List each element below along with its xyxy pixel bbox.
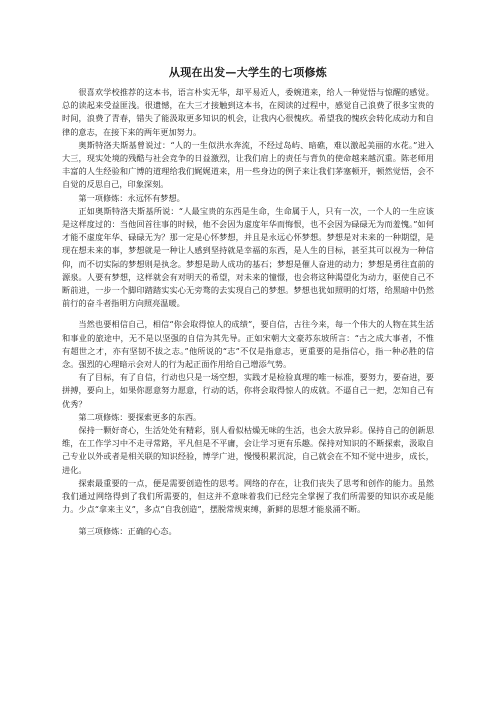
paragraph-action: 有了目标，有了自信，行动也只是一场空想，实践才是检验真理的唯一标准，要努力，要奋进，要拼搏，要向上，如果你愿意努力愿意，行动的话，你将会取得惊人的成就。不逼自己一把，怎知自己有优秀？: [62, 372, 434, 409]
paragraph-creative-thinking: 探索最重要的一点，便是需要创造性的思考。网络的存在，让我们丧失了思考和创作的能力。虽然我们通过网络得到了我们所需要的，但这并不意味着我们已经完全掌握了我们所需要的知识亦或是能力。少点“拿来主义”，多点“自我创造”，摆脱常规束缚，新鲜的思想才能泉涌不断。: [62, 477, 434, 515]
paragraph-intro: 很喜欢学校推荐的这本书，语言朴实无华，却平易近人，委婉道来，给人一种觉悟与惊醒的感觉。总的读起来受益匪浅。很遗憾，在大三才接触到这本书，在阅读的过程中，感觉自己浪费了很多宝贵的时间，浪费了青春，错失了能汲取更多知识的机会，让我内心很愧疚。希望我的愧疚会转化成动力和自律的意志，在接下来的两年更加努力。: [62, 87, 434, 137]
section-heading-3: 第三项修炼：正确的心态。: [78, 525, 177, 536]
paragraph-gap: [62, 517, 434, 525]
paragraph-dream: 正如奥斯特洛夫斯基所说：“人最宝贵的东西是生命，生命属于人，只有一次，一个人的一生应该是这样度过的：当他回首往事的时候，他不会因为虚度年华而悔恨，也不会因为碌碌无为而羞愧。”如何才能不虚度年华、碌碌无为？那一定是心怀梦想，并且是永远心怀梦想。梦想是对未来的一种期望，是现在想未来的事，梦想就是一种让人感到坚持就是幸福的东西，是人生的目标，甚至其可以视为一种信仰，而不切实际的梦想则是执念。梦想是助人成功的基石；梦想是催人奋进的动力；梦想是勇往直前的源泉。人要有梦想，这样就会有对明天的希望，对未来的憧憬，也会将这种渴望化为动力，驱使自己不断前进，一步一个脚印踏踏实实心无旁骛的去实现自己的梦想。梦想也犹如照明的灯塔，给黑暗中仍然前行的奋斗者指明方向照亮温暖。: [62, 205, 434, 309]
paragraph-confidence: 当然也要相信自己，相信“你会取得惊人的成绩”，要自信，古往今来，每一个伟大的人物在其生活和事业的旅途中，无不是以坚强的自信为其先导。正如宋朝大文豪苏东坡所言：“古之成大事者，不惟有超世之才，亦有坚韧不拔之志。”他所说的“志”不仅是指意志，更重要的是指信心，指一种必胜的信念。强烈的心理暗示会对人的行为起正面作用给自己增添气势。: [62, 319, 434, 370]
section-heading-1: 第一项修炼：永远怀有梦想。: [78, 192, 185, 203]
section-heading-2: 第二项修炼：要探索更多的东西。: [78, 411, 202, 422]
paragraph-curiosity: 保持一颗好奇心，生活处处有精彩，别人看似枯燥无味的生活，也会大放异彩。保持自己的创新思维，在工作学习中不走寻常路，平凡但是不平庸，会让学习更有乐趣。保持对知识的不断探索，汲取自己专业以外或者是相关联的知识经验，博学广进，慢慢积累沉淀，自己就会在不知不觉中进步，成长，进化。: [62, 425, 434, 475]
paragraph-quote-ostrovsky: 奥斯特洛夫斯基曾说过：“人的一生似洪水奔流，不经过岛屿、暗礁，难以激起美丽的水花。”进入大三，现实处境的残酷与社会竞争的日益激烈，让我们肩上的责任与背负的使命越来越沉重。陈老师用丰富的人生经验和广博的道理给我们娓娓道来，用一些身边的例子来让我们茅塞顿开，顿然觉悟，会不自觉的反思自己，印象深刻。: [62, 139, 434, 190]
paragraph-gap: [62, 310, 434, 318]
document-title: 从现在出发—大学生的七项修炼: [168, 66, 328, 79]
